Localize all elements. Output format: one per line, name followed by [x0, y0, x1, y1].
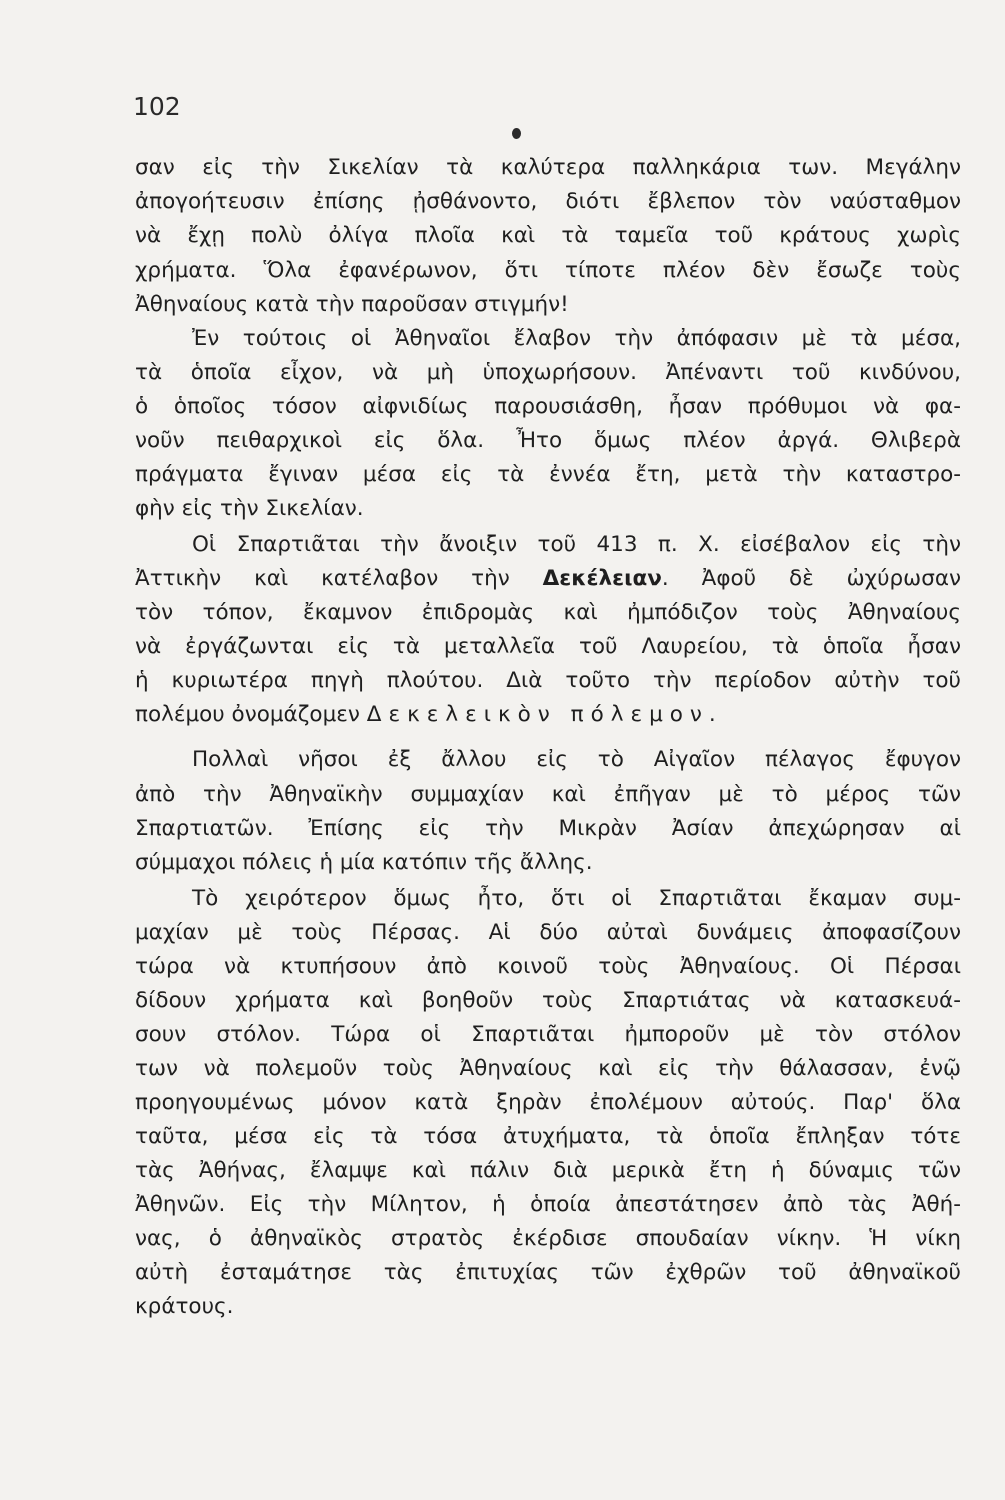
text-line: σύμμαχοι πόλεις ἡ μία κατόπιν τῆς ἄλλης.	[135, 850, 593, 875]
text-line: τὰ ὁποῖα εἶχον, νὰ μὴ ὑποχωρήσουν. Ἀπέναντι τοῦ κινδύνου,	[135, 360, 961, 385]
text-line	[135, 562, 961, 596]
text-line: σαν εἰς τὴν Σικελίαν τὰ καλύτερα παλληκάρια των. Μεγάλην	[135, 155, 961, 180]
text-line: νας, ὁ ἀθηναϊκὸς στρατὸς ἐκέρδισε σπουδαίαν νίκην. Ἡ νίκη	[135, 1226, 961, 1251]
text-line: Ἀθηνῶν. Εἰς τὴν Μίλητον, ἡ ὁποία ἀπεστάτησεν ἀπὸ τὰς Ἀθή-	[135, 1192, 961, 1217]
page-number: 102	[133, 92, 181, 121]
text-line: σουν στόλον. Τώρα οἱ Σπαρτιᾶται ἠμποροῦν μὲ τὸν στόλον	[135, 1022, 961, 1047]
text-line: των νὰ πολεμοῦν τοὺς Ἀθηναίους καὶ εἰς τὴν θάλασσαν, ἐνῷ	[135, 1056, 961, 1081]
paragraph-start: Πολλαὶ νῆσοι ἐξ ἄλλου εἰς τὸ Αἰγαῖον πέλαγος ἔφυγον	[192, 747, 961, 772]
emphasized-place-name: Δεκέλειαν	[542, 566, 662, 591]
text-line: τώρα νὰ κτυπήσουν ἀπὸ κοινοῦ τοὺς Ἀθηναίους. Οἱ Πέρσαι	[135, 954, 961, 979]
text-line: τὰς Ἀθήνας, ἔλαμψε καὶ πάλιν διὰ μερικὰ ἔτη ἡ δύναμις τῶν	[135, 1158, 961, 1183]
text-line: Σπαρτιατῶν. Ἐπίσης εἰς τὴν Μικρὰν Ἀσίαν ἀπεχώρησαν αἱ	[135, 816, 961, 841]
text-line: κράτους.	[135, 1294, 234, 1319]
text-line: νὰ ἔχῃ πολὺ ὀλίγα πλοῖα καὶ τὰ ταμεῖα τοῦ κράτους χωρὶς	[135, 223, 961, 248]
text-line: ἀπὸ τὴν Ἀθηναϊκὴν συμμαχίαν καὶ ἐπῆγαν μὲ τὸ μέρος τῶν	[135, 782, 961, 807]
text-line: ταῦτα, μέσα εἰς τὰ τόσα ἀτυχήματα, τὰ ὁποῖα ἔπληξαν τότε	[135, 1124, 961, 1149]
text-line: χρήματα. Ὅλα ἐφανέρωνον, ὅτι τίποτε πλέον δὲν ἔσωζε τοὺς	[135, 258, 961, 283]
text-line: μαχίαν μὲ τοὺς Πέρσας. Αἱ δύο αὐταὶ δυνάμεις ἀποφασίζουν	[135, 920, 961, 945]
text-span: . Ἀφοῦ δὲ ὠχύρωσαν	[661, 566, 961, 591]
text-line: ἡ κυριωτέρα πηγὴ πλούτου. Διὰ τοῦτο τὴν περίοδον αὐτὴν τοῦ	[135, 668, 961, 693]
paragraph-start: Ἐν τούτοις οἱ Ἀθηναῖοι ἔλαβον τὴν ἀπόφασιν μὲ τὰ μέσα,	[192, 326, 961, 351]
ink-mark	[512, 128, 521, 139]
text-line: πράγματα ἔγιναν μέσα εἰς τὰ ἐννέα ἔτη, μετὰ τὴν καταστρο-	[135, 462, 961, 487]
text-line: Ἀθηναίους κατὰ τὴν παροῦσαν στιγμήν!	[135, 292, 569, 317]
paragraph-start: Οἱ Σπαρτιᾶται τὴν ἄνοιξιν τοῦ 413 π. Χ. εἰσέβαλον εἰς τὴν	[192, 532, 961, 557]
text-line: νὰ ἐργάζωνται εἰς τὰ μεταλλεῖα τοῦ Λαυρείου, τὰ ὁποῖα ἦσαν	[135, 634, 961, 659]
text-line: νοῦν πειθαρχικοὶ εἰς ὅλα. Ἦτο ὅμως πλέον ἀργά. Θλιβερὰ	[135, 428, 961, 453]
text-span: πολέμου ὀνομάζομεν	[135, 702, 360, 727]
text-line: φὴν εἰς τὴν Σικελίαν.	[135, 496, 364, 521]
text-line: ἀπογοήτευσιν ἐπίσης ᾐσθάνοντο, διότι ἔβλεπον τὸν ναύσταθμον	[135, 189, 961, 214]
text-line: τὸν τόπον, ἔκαμνον ἐπιδρομὰς καὶ ἠμπόδιζον τοὺς Ἀθηναίους	[135, 600, 961, 625]
text-line	[135, 698, 961, 732]
text-line: ὁ ὁποῖος τόσον αἰφνιδίως παρουσιάσθη, ἦσαν πρόθυμοι νὰ φα-	[135, 394, 961, 419]
spaced-term: Δεκελεικὸν πόλεμον.	[366, 702, 723, 727]
text-line: δίδουν χρήματα καὶ βοηθοῦν τοὺς Σπαρτιάτας νὰ κατασκευά-	[135, 988, 961, 1013]
paragraph-start: Τὸ χειρότερον ὅμως ἦτο, ὅτι οἱ Σπαρτιᾶται ἔκαμαν συμ-	[192, 886, 961, 911]
text-span: Ἀττικὴν καὶ κατέλαβον τὴν	[135, 566, 510, 591]
text-line: αὐτὴ ἐσταμάτησε τὰς ἐπιτυχίας τῶν ἐχθρῶν τοῦ ἀθηναϊκοῦ	[135, 1260, 961, 1285]
text-line: προηγουμένως μόνον κατὰ ξηρὰν ἐπολέμουν αὐτούς. Παρ' ὅλα	[135, 1090, 961, 1115]
